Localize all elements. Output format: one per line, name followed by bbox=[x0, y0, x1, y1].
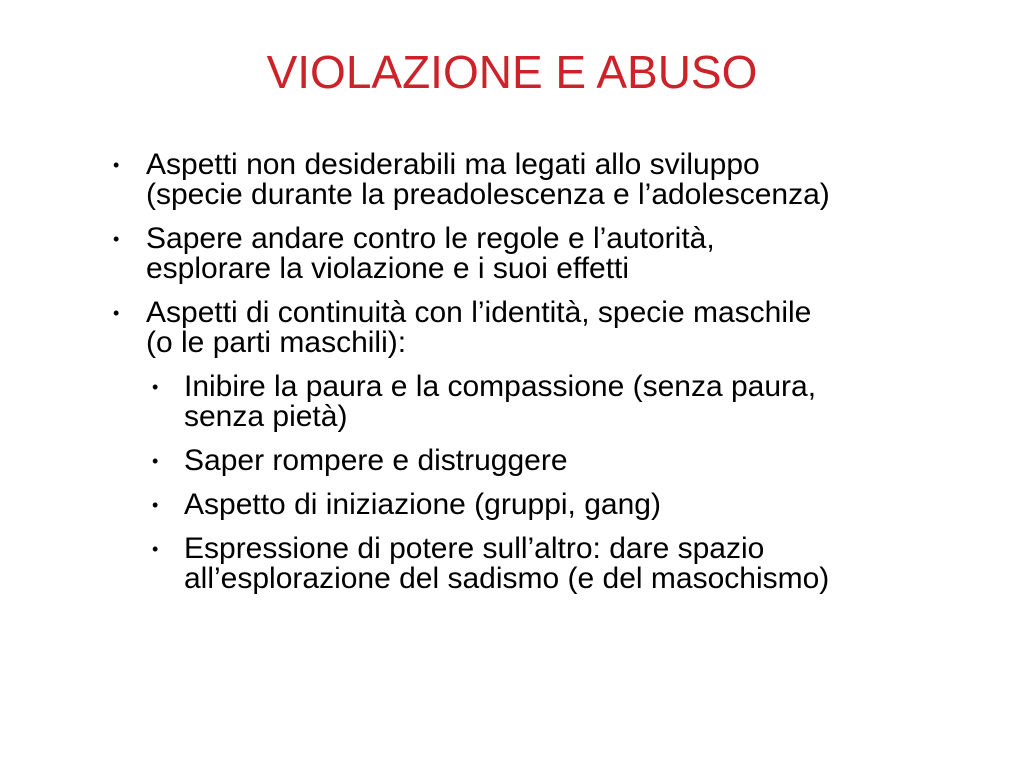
bullet-text: Aspetti bbox=[146, 148, 247, 181]
bullet-line: Espressione di potere sull’altro: dare spazio bbox=[184, 532, 765, 565]
bullet-item bbox=[0, 150, 1024, 210]
bullet-line: Saper rompere e distruggere bbox=[184, 444, 568, 477]
bullet-line: all’esplorazione del sadismo (e del masochismo) bbox=[184, 562, 830, 595]
bullet-icon: • bbox=[113, 155, 120, 175]
bullet-line: Sapere andare contro le regole e l’autorità, bbox=[146, 222, 715, 255]
slide-title: VIOLAZIONE E ABUSO bbox=[266, 46, 758, 98]
bullet-icon: • bbox=[152, 451, 159, 471]
bullet-icon: • bbox=[152, 539, 159, 559]
bullet-line: Aspetto di iniziazione (gruppi, gang) bbox=[184, 488, 661, 521]
bullet-line: esplorare la violazione e i suoi effetti bbox=[146, 252, 630, 285]
bullet-line: (specie durante la preadolescenza e l’adolescenza) bbox=[146, 178, 830, 211]
sub-bullet-item bbox=[0, 372, 1024, 432]
sub-bullet-item bbox=[0, 490, 1024, 520]
bullet-icon: • bbox=[152, 495, 159, 515]
bullet-icon: • bbox=[113, 229, 120, 249]
bullet-icon: • bbox=[113, 303, 120, 323]
bullet-text: desiderabili ma legati allo sviluppo bbox=[296, 148, 760, 181]
bullet-line: senza pietà) bbox=[184, 400, 348, 433]
bullet-list bbox=[0, 150, 1024, 608]
bullet-item bbox=[0, 224, 1024, 284]
bullet-line: Inibire la paura e la compassione (senza paura, bbox=[184, 370, 817, 403]
bullet-icon: • bbox=[152, 377, 159, 397]
bullet-line bbox=[146, 150, 1024, 180]
sub-bullet-item bbox=[0, 446, 1024, 476]
bullet-line: (o le parti maschili): bbox=[146, 326, 407, 359]
bullet-line: Aspetti di continuità con l’identità, specie maschile bbox=[146, 296, 812, 329]
bullet-text-emphasis: non bbox=[246, 148, 297, 181]
bullet-item bbox=[0, 298, 1024, 358]
sub-bullet-item bbox=[0, 534, 1024, 594]
